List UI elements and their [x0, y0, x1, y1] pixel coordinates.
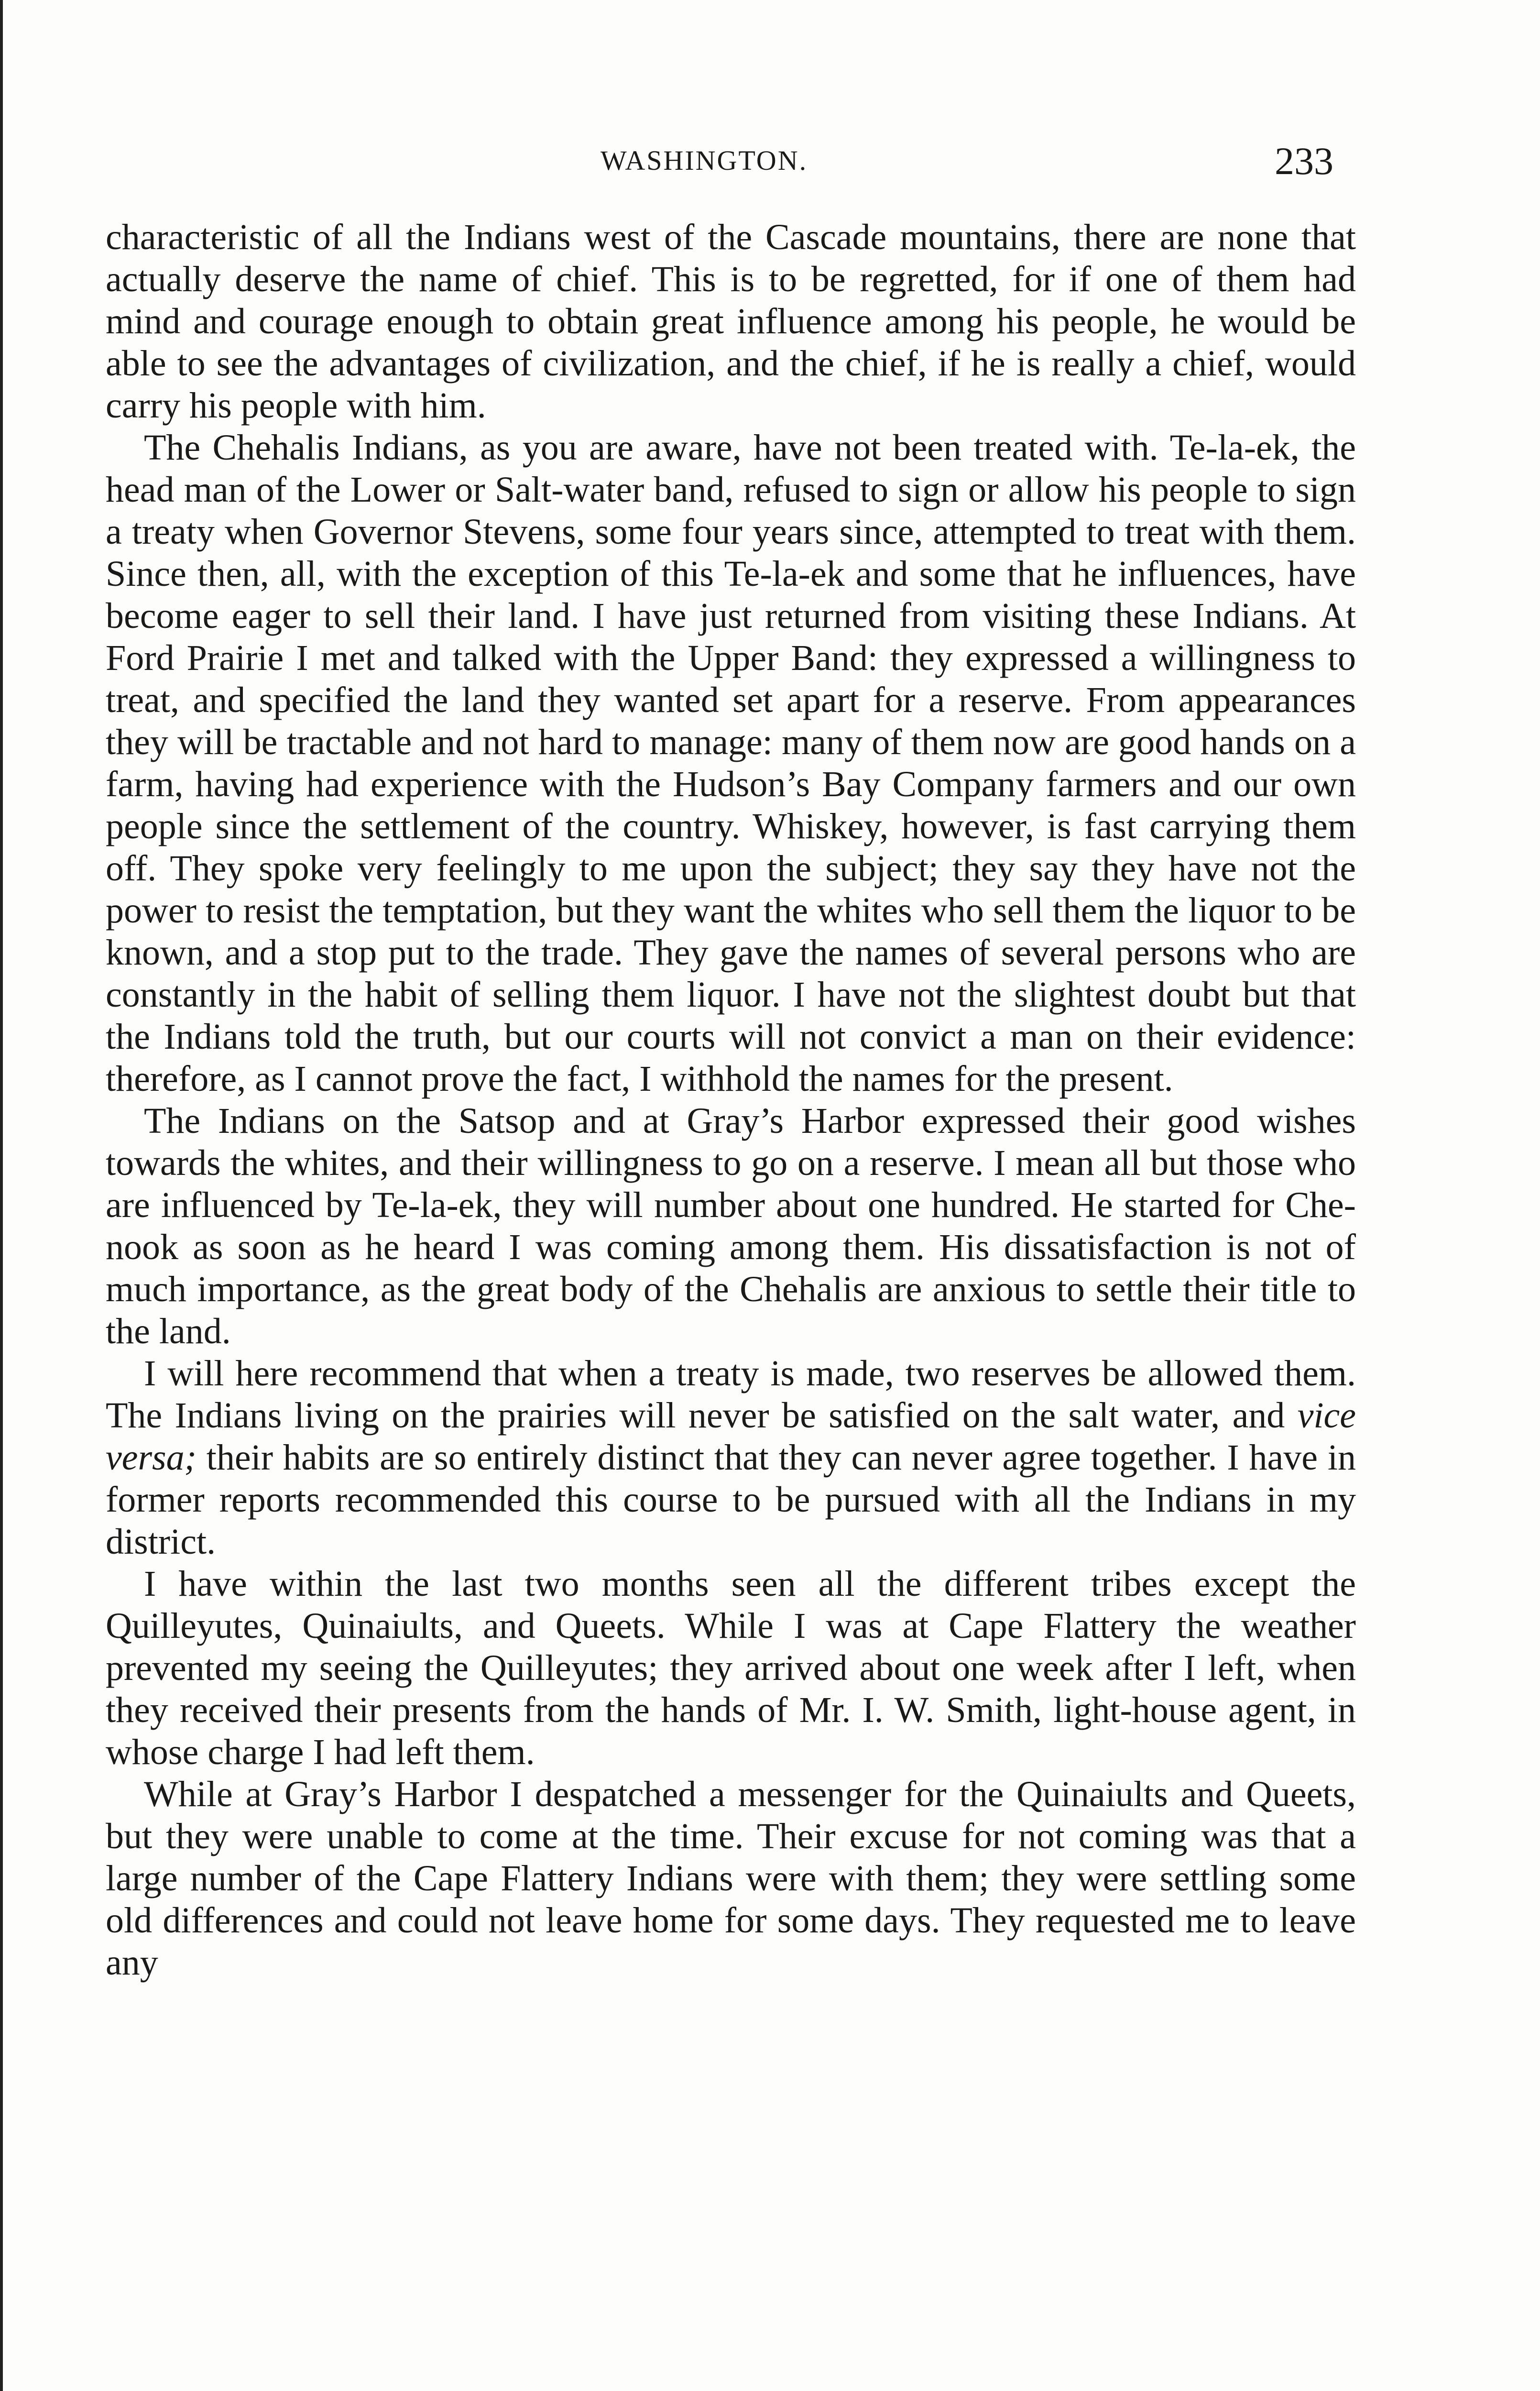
running-title: WASHINGTON.	[601, 145, 808, 176]
paragraph-4	[106, 1352, 1356, 1563]
paragraph-6: While at Gray’s Harbor I despatched a messenger for the Quinaiults and Queets, but they were unable to come at the time. Their excuse for not coming was that a large number of the Cape Flattery Indians were with them; they were settling some old differences and could not leave home for some days. They requested me to leave any	[106, 1774, 1356, 1983]
paragraph-2: The Chehalis Indians, as you are aware, have not been treated with. Te-la-ek, the head man of the Lower or Salt-water band, refused to sign or allow his people to sign a treaty when Governor Stevens, some four years since, attempted to treat with them. Since then, all, with the exception of this Te-la-ek and some that he influences, have become eager to sell their land. I have just returned from visiting these Indians. At Ford Prairie I met and talked with the Upper Band: they expressed a willingness to treat, and specified the land they wanted set apart for a reserve. From appearances they will be tractable and not hard to manage: many of them now are good hands on a farm, having had experience with the Hudson’s Bay Company farmers and our own people since the settlement of the country. Whiskey, however, is fast carrying them off. They spoke very feelingly to me upon the subject; they say they have not the power to resist the temptation, but they want the whites who sell them the liquor to be known, and a stop put to the trade. They gave the names of several persons who are constantly in the habit of selling them liquor. I have not the slightest doubt but that the Indians told the truth, but our courts will not convict a man on their evidence: therefore, as I cannot prove the fact, I withhold the names for the present.	[106, 428, 1356, 1099]
running-head	[3, 139, 1540, 182]
paragraph-5: I have within the last two months seen all the different tribes except the Quilleyutes, Quinaiults, and Queets. While I was at Cape Flattery the weather prevented my seeing the Quilleyutes; they arrived about one week after I left, when they received their presents from the hands of Mr. I. W. Smith, light-house agent, in whose charge I had left them.	[106, 1564, 1356, 1772]
page-number: 233	[1275, 139, 1333, 183]
paragraph-4-text-after: their habits are so entirely distinct that they can never agree together. I have in former reports recommended this course to be pursued with all the Indians in my district.	[106, 1437, 1356, 1562]
paragraph-3: The Indians on the Satsop and at Gray’s Harbor expressed their good wishes towards the whites, and their willingness to go on a reserve. I mean all but those who are influenced by Te-la-ek, they will number about one hundred. He started for Che-nook as soon as he heard I was coming among them. His dissatisfaction is not of much importance, as the great body of the Chehalis are anxious to settle their title to the land.	[106, 1101, 1356, 1351]
paragraph-4-italic-phrase: vice versa;	[106, 1395, 1356, 1478]
paragraph-4-text-before: I will here recommend that when a treaty is made, two reserves be allowed them. The Indians living on the prairies will never be satisfied on the salt water, and	[106, 1353, 1356, 1436]
body-text	[106, 216, 1356, 1984]
paragraph-1: characteristic of all the Indians west of the Cascade mountains, there are none that actually deserve the name of chief. This is to be regretted, for if one of them had mind and courage enough to obtain great influence among his people, he would be able to see the advantages of civilization, and the chief, if he is really a chief, would carry his people with him.	[106, 217, 1356, 426]
